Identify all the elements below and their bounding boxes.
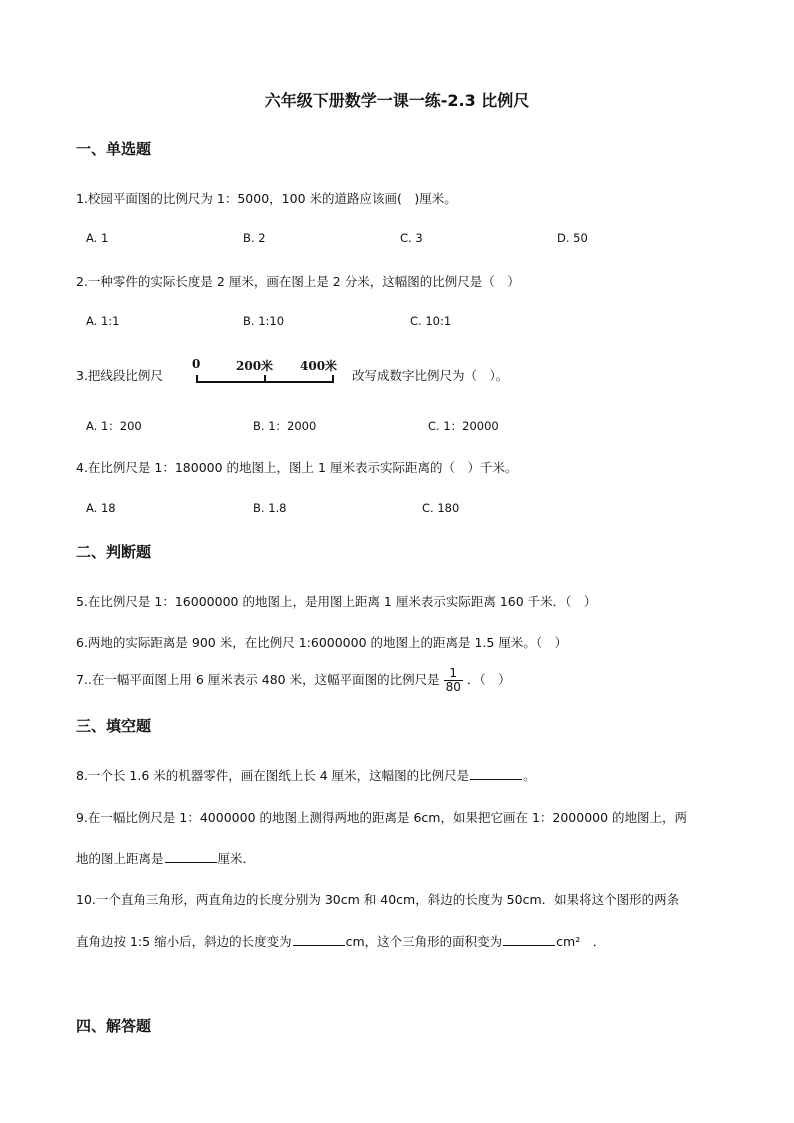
scale-label-0: 0 [192, 357, 201, 371]
line-scale-ruler [190, 357, 350, 389]
q9-suffix: 厘米． [217, 851, 256, 866]
q10-answer-blank-1[interactable] [293, 933, 345, 946]
q2-option-b: B. 1:10 [243, 314, 285, 328]
question-1: 1.校园平面图的比例尺为 1：5000，100 米的道路应该画( )厘米。 [76, 191, 457, 206]
q4-option-b: B. 1.8 [253, 501, 287, 515]
page-title: 六年级下册数学一课一练-2.3 比例尺 [264, 91, 530, 110]
scale-label-200: 200米 [236, 359, 274, 373]
q9-prefix: 地的图上距离是 [76, 851, 164, 866]
question-6: 6.两地的实际距离是 900 米，在比例尺 1:6000000 的地图上的距离是 1.5 厘米。（ ） [76, 635, 568, 650]
q7-suffix: ．（ ） [466, 672, 511, 687]
q10-suffix: cm² ． [556, 934, 606, 949]
question-5: 5.在比例尺是 1：16000000 的地图上，是用图上距离 1 厘米表示实际距离 160 千米．（ ） [76, 594, 597, 609]
q8-suffix: 。 [523, 768, 536, 783]
question-8 [76, 766, 536, 784]
question-10-line-1: 10.一个直角三角形，两直角边的长度分别为 30cm 和 40cm，斜边的长度为 50cm．如果将这个图形的两条 [76, 892, 680, 907]
q2-option-a: A. 1:1 [86, 314, 120, 328]
section-true-false: 二、判断题 [76, 543, 152, 561]
section-single-choice: 一、单选题 [76, 140, 152, 158]
q8-answer-blank[interactable] [470, 767, 522, 780]
q7-prefix: 7..在一幅平面图上用 6 厘米表示 480 米，这幅平面图的比例尺是 [76, 672, 440, 687]
q2-option-c: C. 10:1 [410, 314, 452, 328]
q7-fraction-denominator: 80 [445, 680, 461, 694]
question-2: 2.一种零件的实际长度是 2 厘米，画在图上是 2 分米，这幅图的比例尺是（ ） [76, 274, 520, 289]
q1-option-b: B. 2 [243, 231, 266, 245]
q4-option-a: A. 18 [86, 501, 116, 515]
q7-fraction [444, 667, 463, 694]
q1-option-a: A. 1 [86, 231, 109, 245]
question-9-line-1: 9.在一幅比例尺是 1：4000000 的地图上测得两地的距离是 6cm，如果把它画在 1：2000000 的地图上，两 [76, 810, 688, 825]
scale-tick-end [332, 375, 334, 383]
section-fill-in: 三、填空题 [76, 717, 152, 735]
q7-fraction-numerator: 1 [444, 667, 463, 681]
q3-option-c: C. 1：20000 [428, 419, 499, 433]
q1-option-d: D. 50 [557, 231, 588, 245]
q3-option-a: A. 1：200 [86, 419, 142, 433]
scale-tick-start [196, 375, 198, 383]
question-7 [76, 667, 511, 694]
q10-answer-blank-2[interactable] [503, 933, 555, 946]
question-10-line-2 [76, 932, 605, 950]
question-9-line-2 [76, 849, 255, 867]
q9-answer-blank[interactable] [165, 850, 217, 863]
question-3-suffix: 改写成数字比例尺为（ ）。 [352, 368, 509, 383]
scale-label-400: 400米 [300, 359, 338, 373]
question-3-prefix: 3.把线段比例尺 [76, 368, 163, 383]
q1-option-c: C. 3 [400, 231, 423, 245]
q4-option-c: C. 180 [422, 501, 460, 515]
q10-prefix: 直角边按 1:5 缩小后，斜边的长度变为 [76, 934, 292, 949]
section-solve: 四、解答题 [76, 1017, 152, 1035]
q3-option-b: B. 1：2000 [253, 419, 317, 433]
q8-prefix: 8.一个长 1.6 米的机器零件，画在图纸上长 4 厘米，这幅图的比例尺是 [76, 768, 470, 783]
question-4: 4.在比例尺是 1：180000 的地图上，图上 1 厘米表示实际距离的（ ）千米。 [76, 460, 518, 475]
scale-tick-middle [264, 375, 266, 383]
q10-middle: cm，这个三角形的面积变为 [345, 934, 503, 949]
